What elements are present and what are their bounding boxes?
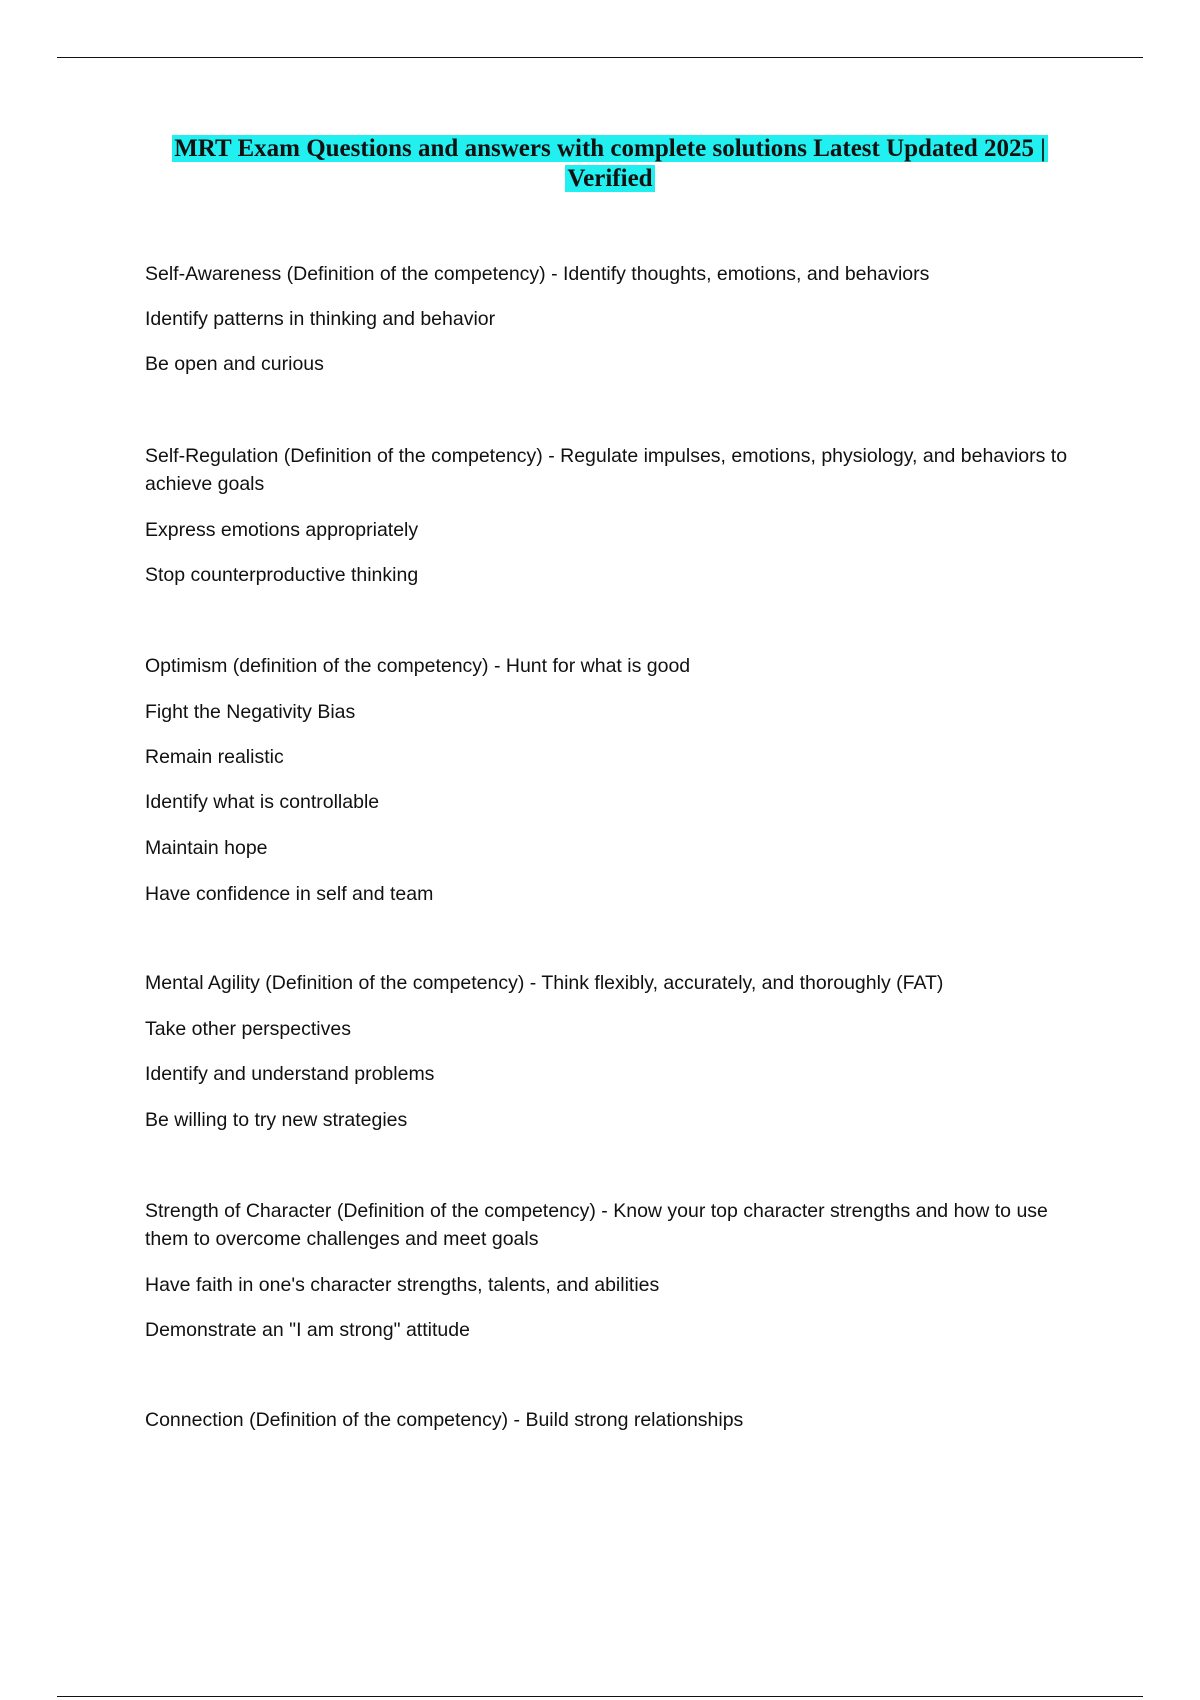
section-definition-optimism: Optimism (definition of the competency) - Hunt for what is good bbox=[145, 655, 691, 677]
document-title bbox=[140, 134, 1080, 194]
list-item: Remain realistic bbox=[145, 746, 284, 768]
list-item: Be willing to try new strategies bbox=[145, 1109, 408, 1131]
section-definition-connection: Connection (Definition of the competency) - Build strong relationships bbox=[145, 1409, 744, 1431]
list-item: Be open and curious bbox=[145, 353, 324, 375]
list-item: Identify what is controllable bbox=[145, 791, 380, 813]
list-item: Identify and understand problems bbox=[145, 1063, 435, 1085]
list-item: Demonstrate an "I am strong" attitude bbox=[145, 1319, 470, 1341]
bottom-rule bbox=[57, 1696, 1143, 1697]
section-definition-mental-agility: Mental Agility (Definition of the competency) - Think flexibly, accurately, and thoroughly (FAT) bbox=[145, 972, 944, 994]
list-item: Identify patterns in thinking and behavior bbox=[145, 308, 496, 330]
list-item: Take other perspectives bbox=[145, 1018, 351, 1040]
list-item: Maintain hope bbox=[145, 837, 268, 859]
list-item: Stop counterproductive thinking bbox=[145, 564, 419, 586]
list-item: Express emotions appropriately bbox=[145, 519, 419, 541]
section-definition-strength-of-character: Strength of Character (Definition of the competency) - Know your top character strengths and how to use them to overcome challenges and meet goals bbox=[145, 1200, 1048, 1250]
top-rule bbox=[57, 57, 1143, 58]
section-definition-self-regulation: Self-Regulation (Definition of the competency) - Regulate impulses, emotions, physiology, and behaviors to achieve goals bbox=[145, 445, 1068, 495]
list-item: Have confidence in self and team bbox=[145, 883, 434, 905]
section-definition-self-awareness: Self-Awareness (Definition of the competency) - Identify thoughts, emotions, and behaviors bbox=[145, 263, 930, 285]
list-item: Have faith in one's character strengths, talents, and abilities bbox=[145, 1274, 660, 1296]
list-item: Fight the Negativity Bias bbox=[145, 701, 356, 723]
document-title-text: MRT Exam Questions and answers with complete solutions Latest Updated 2025 | Verified bbox=[174, 135, 1046, 192]
